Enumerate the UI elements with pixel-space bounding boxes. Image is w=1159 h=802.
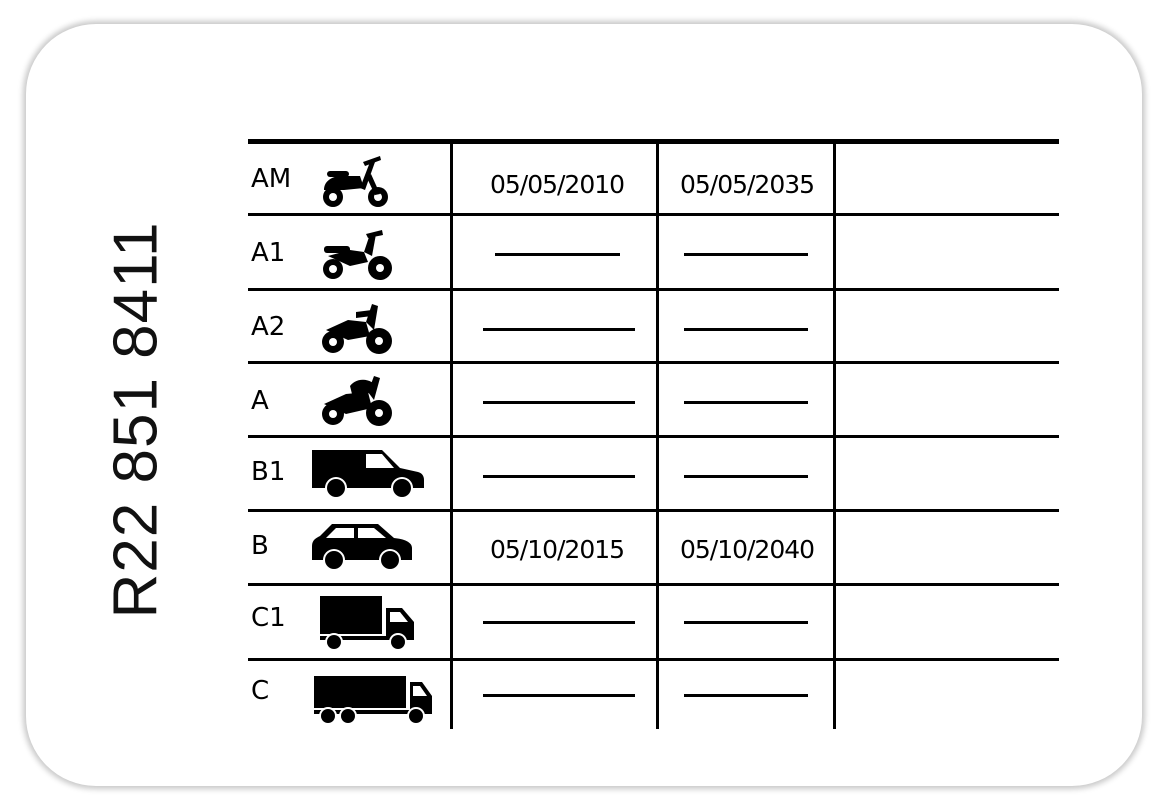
- category-label-c: C: [251, 676, 270, 706]
- row-divider: [248, 658, 1059, 661]
- valid-from-a1-empty: [495, 253, 620, 256]
- category-label-c1: C1: [251, 603, 286, 633]
- truck-icon: [312, 672, 436, 728]
- category-label-a2: A2: [251, 312, 286, 342]
- valid-until-c-empty: [684, 694, 808, 697]
- column-divider: [833, 143, 836, 729]
- row-divider: [248, 361, 1059, 364]
- row-divider: [248, 583, 1059, 586]
- row-divider: [248, 435, 1059, 438]
- valid-from-b1-empty: [483, 475, 635, 478]
- light-truck-icon: [318, 594, 418, 654]
- row-divider: [248, 288, 1059, 291]
- category-label-b1: B1: [251, 457, 286, 487]
- motorcycle-icon: [320, 374, 394, 428]
- light-motorcycle-icon: [320, 228, 394, 282]
- quadricycle-icon: [310, 446, 426, 502]
- valid-from-am: 05/05/2010: [489, 170, 625, 199]
- column-divider: [450, 143, 453, 729]
- valid-until-a2-empty: [684, 328, 808, 331]
- valid-until-am: 05/05/2035: [679, 170, 815, 199]
- category-label-b: B: [251, 531, 269, 561]
- valid-until-a-empty: [684, 401, 808, 404]
- valid-from-c-empty: [483, 694, 635, 697]
- category-label-a: A: [251, 386, 269, 416]
- valid-until-c1-empty: [684, 621, 808, 624]
- row-divider: [248, 213, 1059, 216]
- car-icon: [310, 520, 414, 572]
- licence-number: R22 851 8411: [101, 221, 171, 619]
- column-divider: [656, 143, 659, 729]
- moped-icon: [320, 154, 394, 208]
- valid-until-a1-empty: [684, 253, 808, 256]
- category-label-a1: A1: [251, 238, 286, 268]
- medium-motorcycle-icon: [320, 302, 394, 356]
- valid-from-c1-empty: [483, 621, 635, 624]
- valid-until-b: 05/10/2040: [679, 535, 815, 564]
- category-label-am: AM: [251, 164, 292, 194]
- row-divider: [248, 509, 1059, 512]
- table-top-rule: [248, 139, 1059, 144]
- valid-from-a-empty: [483, 401, 635, 404]
- valid-until-b1-empty: [684, 475, 808, 478]
- valid-from-a2-empty: [483, 328, 635, 331]
- valid-from-b: 05/10/2015: [489, 535, 625, 564]
